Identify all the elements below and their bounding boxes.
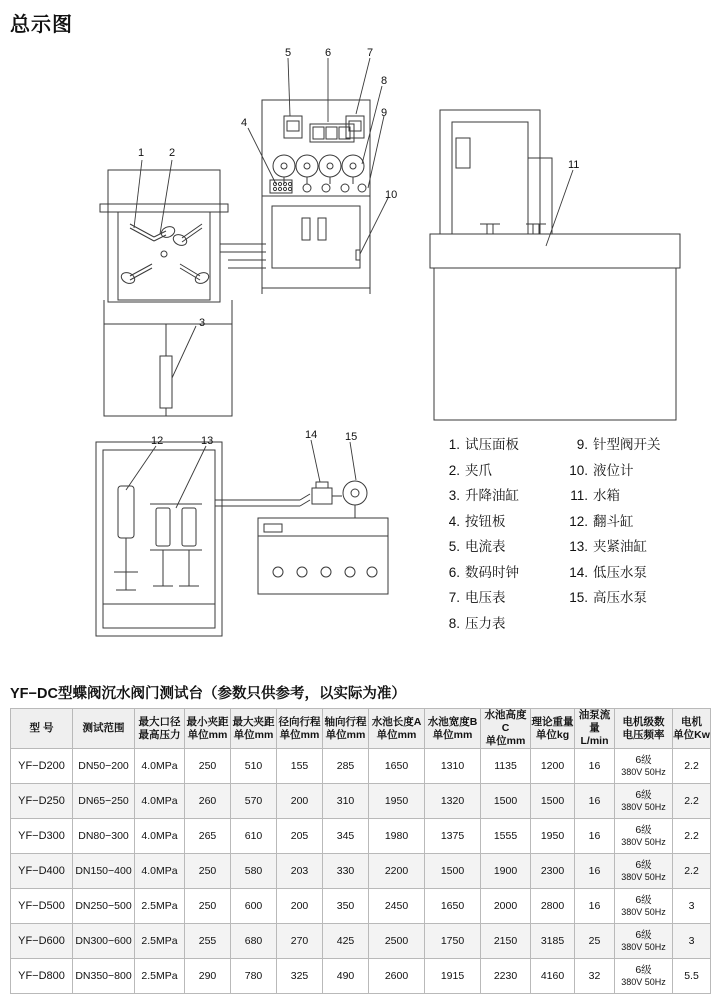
cell-radial: 203 [277, 854, 323, 889]
callout-6: 6 [325, 47, 332, 59]
legend-item-11 [562, 483, 702, 509]
legend-number: 2. [448, 462, 460, 478]
cell-max-clamp: 570 [231, 784, 277, 819]
legend-item-13 [562, 534, 702, 560]
legend-number: 14. [569, 564, 588, 580]
cell-pool-b: 1320 [425, 784, 481, 819]
cell-min-clamp: 290 [185, 959, 231, 994]
cell-pump-flow: 16 [575, 889, 615, 924]
callout-2: 2 [169, 147, 176, 159]
cell-min-clamp: 250 [185, 854, 231, 889]
legend-label: 水箱 [593, 488, 620, 503]
legend-label: 试压面板 [465, 437, 519, 452]
legend-item-7 [434, 585, 562, 611]
header-min-clamp: 最小夹距 单位mm [185, 709, 231, 749]
cell-pool-c: 2000 [481, 889, 531, 924]
legend-label: 高压水泵 [593, 590, 647, 605]
cell-min-clamp: 260 [185, 784, 231, 819]
legend-item-5 [434, 534, 562, 560]
cell-test-range: DN300−600 [73, 924, 135, 959]
cell-pump-flow: 16 [575, 784, 615, 819]
cell-test-range: DN150−400 [73, 854, 135, 889]
cell-axial: 345 [323, 819, 369, 854]
cell-model: YF−D500 [11, 889, 73, 924]
legend-number: 8. [448, 615, 460, 631]
legend-item-2 [434, 458, 562, 484]
cell-radial: 200 [277, 784, 323, 819]
legend-number: 9. [576, 437, 588, 452]
cell-weight: 2800 [531, 889, 575, 924]
cell-max-clamp: 580 [231, 854, 277, 889]
cell-pool-b: 1500 [425, 854, 481, 889]
legend-number: 4. [448, 513, 460, 529]
cell-test-range: DN350−800 [73, 959, 135, 994]
cell-pool-a: 2200 [369, 854, 425, 889]
cell-motor-kw: 2.2 [673, 854, 711, 889]
header-motor-poles: 电机级数 电压频率 [615, 709, 673, 749]
cell-pool-c: 1555 [481, 819, 531, 854]
cell-min-clamp: 255 [185, 924, 231, 959]
cell-weight: 1500 [531, 784, 575, 819]
table-row [11, 889, 711, 924]
callout-10: 10 [385, 189, 398, 201]
cell-motor-kw: 5.5 [673, 959, 711, 994]
table-row [11, 924, 711, 959]
cell-axial: 330 [323, 854, 369, 889]
cell-radial: 155 [277, 749, 323, 784]
cell-pool-b: 1915 [425, 959, 481, 994]
legend-column-right [562, 432, 702, 611]
cell-axial: 425 [323, 924, 369, 959]
legend-label: 电流表 [465, 539, 506, 554]
cell-motor: 6级 380V 50Hz [615, 854, 673, 889]
spec-table [10, 708, 711, 994]
cell-max-clamp: 780 [231, 959, 277, 994]
table-row [11, 854, 711, 889]
cell-motor: 6级 380V 50Hz [615, 924, 673, 959]
header-radial-stroke: 径向行程 单位mm [277, 709, 323, 749]
legend-item-3 [434, 483, 562, 509]
cell-pump-flow: 25 [575, 924, 615, 959]
cell-pool-a: 2500 [369, 924, 425, 959]
legend-item-10 [562, 458, 702, 484]
cell-pressure: 2.5MPa [135, 889, 185, 924]
legend-item-14 [562, 560, 702, 586]
cell-motor-kw: 3 [673, 889, 711, 924]
table-row [11, 959, 711, 994]
cell-pool-a: 1650 [369, 749, 425, 784]
cell-max-clamp: 600 [231, 889, 277, 924]
legend-label: 翻斗缸 [593, 513, 634, 529]
callout-1: 1 [138, 147, 145, 159]
cell-radial: 270 [277, 924, 323, 959]
table-row [11, 749, 711, 784]
legend-label: 针型阀开关 [593, 437, 661, 452]
legend-label: 低压水泵 [593, 564, 647, 580]
header-max-diameter-pressure: 最大口径 最高压力 [135, 709, 185, 749]
cell-model: YF−D250 [11, 784, 73, 819]
legend-number: 15. [569, 590, 588, 605]
callout-9: 9 [381, 107, 388, 119]
legend-item-4 [434, 509, 562, 535]
legend-item-12 [562, 509, 702, 535]
cell-weight: 4160 [531, 959, 575, 994]
cell-pool-a: 2600 [369, 959, 425, 994]
legend-number: 10. [569, 462, 588, 478]
legend-number: 7. [448, 590, 460, 605]
spec-table-caption: YF−DC型蝶阀沉水阀门测试台（参数只供参考，以实际为准） [10, 686, 406, 702]
legend-item-9 [562, 432, 702, 458]
legend-label: 按钮板 [465, 513, 506, 529]
header-pool-width: 水池宽度B 单位mm [425, 709, 481, 749]
legend-number: 12. [569, 513, 588, 529]
cell-motor-kw: 2.2 [673, 819, 711, 854]
callout-13: 13 [201, 435, 214, 447]
cell-pool-b: 1750 [425, 924, 481, 959]
cell-axial: 285 [323, 749, 369, 784]
cell-max-clamp: 610 [231, 819, 277, 854]
cell-pool-b: 1650 [425, 889, 481, 924]
cell-motor: 6级 380V 50Hz [615, 784, 673, 819]
cell-motor-kw: 3 [673, 924, 711, 959]
cell-axial: 490 [323, 959, 369, 994]
callout-11: 11 [568, 159, 580, 171]
cell-test-range: DN250−500 [73, 889, 135, 924]
legend-label: 数码时钟 [465, 564, 519, 580]
cell-pool-a: 2450 [369, 889, 425, 924]
cell-min-clamp: 250 [185, 749, 231, 784]
cell-pool-a: 1950 [369, 784, 425, 819]
callout-3: 3 [199, 317, 206, 329]
legend [434, 432, 714, 636]
cell-test-range: DN80−300 [73, 819, 135, 854]
legend-label: 压力表 [465, 615, 506, 631]
legend-number: 5. [448, 539, 460, 554]
cell-motor-kw: 2.2 [673, 749, 711, 784]
cell-pressure: 2.5MPa [135, 924, 185, 959]
legend-label: 液位计 [593, 462, 634, 478]
legend-column-left [434, 432, 562, 636]
callout-8: 8 [381, 75, 388, 87]
cell-weight: 1950 [531, 819, 575, 854]
page-title: 总示图 [10, 14, 73, 36]
header-model: 型 号 [11, 709, 73, 749]
cell-pump-flow: 16 [575, 854, 615, 889]
legend-item-15 [562, 585, 702, 611]
header-motor-power: 电机 单位Kw [673, 709, 711, 749]
legend-number: 3. [448, 488, 460, 503]
legend-number: 6. [448, 564, 460, 580]
cell-weight: 3185 [531, 924, 575, 959]
legend-label: 夹爪 [465, 462, 492, 478]
cell-weight: 2300 [531, 854, 575, 889]
cell-pool-c: 2150 [481, 924, 531, 959]
callout-5: 5 [285, 47, 292, 59]
cell-pool-c: 1900 [481, 854, 531, 889]
legend-item-8 [434, 611, 562, 637]
cell-pool-c: 1135 [481, 749, 531, 784]
cell-motor: 6级 380V 50Hz [615, 889, 673, 924]
header-axial-stroke: 轴向行程 单位mm [323, 709, 369, 749]
legend-label: 升降油缸 [465, 488, 519, 503]
cell-max-clamp: 680 [231, 924, 277, 959]
callout-14: 14 [305, 429, 318, 441]
header-weight: 理论重量 单位kg [531, 709, 575, 749]
cell-pump-flow: 32 [575, 959, 615, 994]
callout-12: 12 [151, 435, 164, 447]
legend-number: 1. [448, 437, 460, 452]
cell-min-clamp: 265 [185, 819, 231, 854]
cell-pump-flow: 16 [575, 749, 615, 784]
legend-number: 13. [569, 539, 588, 554]
header-pump-flow: 油泵流量 L/min [575, 709, 615, 749]
cell-model: YF−D300 [11, 819, 73, 854]
legend-number: 11. [570, 488, 588, 503]
legend-label: 电压表 [465, 590, 506, 605]
cell-axial: 350 [323, 889, 369, 924]
cell-pool-b: 1375 [425, 819, 481, 854]
cell-pump-flow: 16 [575, 819, 615, 854]
cell-radial: 205 [277, 819, 323, 854]
cell-min-clamp: 250 [185, 889, 231, 924]
cell-radial: 200 [277, 889, 323, 924]
header-pool-height: 水池高度C 单位mm [481, 709, 531, 749]
cell-pool-c: 1500 [481, 784, 531, 819]
table-row [11, 819, 711, 854]
table-row [11, 784, 711, 819]
legend-item-1 [434, 432, 562, 458]
cell-test-range: DN65−250 [73, 784, 135, 819]
cell-model: YF−D400 [11, 854, 73, 889]
cell-pool-c: 2230 [481, 959, 531, 994]
cell-pressure: 2.5MPa [135, 959, 185, 994]
legend-item-6 [434, 560, 562, 586]
header-pool-length: 水池长度A 单位mm [369, 709, 425, 749]
cell-pressure: 4.0MPa [135, 854, 185, 889]
cell-axial: 310 [323, 784, 369, 819]
cell-model: YF−D800 [11, 959, 73, 994]
legend-label: 夹紧油缸 [593, 539, 647, 554]
callout-4: 4 [241, 117, 248, 129]
cell-model: YF−D200 [11, 749, 73, 784]
cell-motor: 6级 380V 50Hz [615, 819, 673, 854]
cell-pool-a: 1980 [369, 819, 425, 854]
cell-model: YF−D600 [11, 924, 73, 959]
cell-motor: 6级 380V 50Hz [615, 959, 673, 994]
cell-max-clamp: 510 [231, 749, 277, 784]
callout-7: 7 [367, 47, 374, 59]
header-test-range: 测试范围 [73, 709, 135, 749]
cell-pressure: 4.0MPa [135, 749, 185, 784]
callout-15: 15 [345, 431, 358, 443]
cell-motor-kw: 2.2 [673, 784, 711, 819]
header-max-clamp: 最大夹距 单位mm [231, 709, 277, 749]
cell-radial: 325 [277, 959, 323, 994]
cell-pool-b: 1310 [425, 749, 481, 784]
cell-test-range: DN50−200 [73, 749, 135, 784]
table-header-row [11, 709, 711, 749]
cell-pressure: 4.0MPa [135, 784, 185, 819]
cell-motor: 6级 380V 50Hz [615, 749, 673, 784]
cell-pressure: 4.0MPa [135, 819, 185, 854]
cell-weight: 1200 [531, 749, 575, 784]
